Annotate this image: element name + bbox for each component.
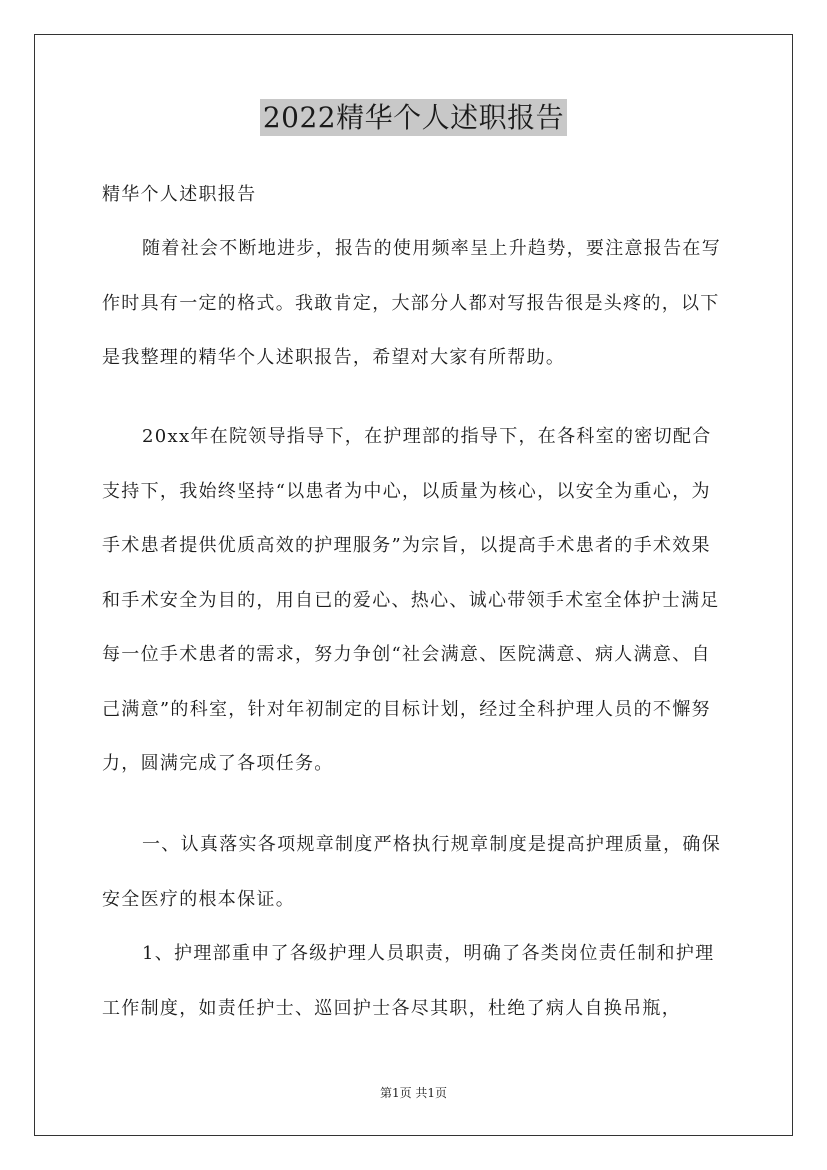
paragraph-item-one: 1、护理部重申了各级护理人员职责，明确了各类岗位责任制和护理工作制度，如责任护士、巡回护士各尽其职，杜绝了病人自换吊瓶， <box>102 943 715 1019</box>
page-footer: 第1页 共1页 <box>379 1086 448 1100</box>
paragraph-intro: 随着社会不断地进步，报告的使用频率呈上升趋势，要注意报告在写作时具有一定的格式。我敢肯定，大部分人都对写报告很是头疼的，以下是我整理的精华个人述职报告，希望对大家有所帮助。 <box>102 238 721 368</box>
paragraph-summary: 20xx年在院领导指导下，在护理部的指导下，在各科室的密切配合支持下，我始终坚持“以患者为中心，以质量为核心，以安全为重心，为手术患者提供优质高效的护理服务”为宗旨，以提高手术患者的手术效果和手术安全为目的，用自已的爱心、热心、诚心带领手术室全体护士满足每一位手术患者的需求，努力争创“社会满意、医院满意、病人满意、自己满意”的科室，针对年初制定的目标计划，经过全科护理人员的不懈努力，圆满完成了各项任务。 <box>102 426 720 774</box>
document-title: 2022精华个人述职报告 <box>260 99 567 136</box>
document-title-wrap <box>0 96 827 136</box>
paragraph-section-one: 一、认真落实各项规章制度严格执行规章制度是提高护理质量，确保安全医疗的根本保证。 <box>102 834 721 910</box>
document-subtitle: 精华个人述职报告 <box>102 184 257 205</box>
